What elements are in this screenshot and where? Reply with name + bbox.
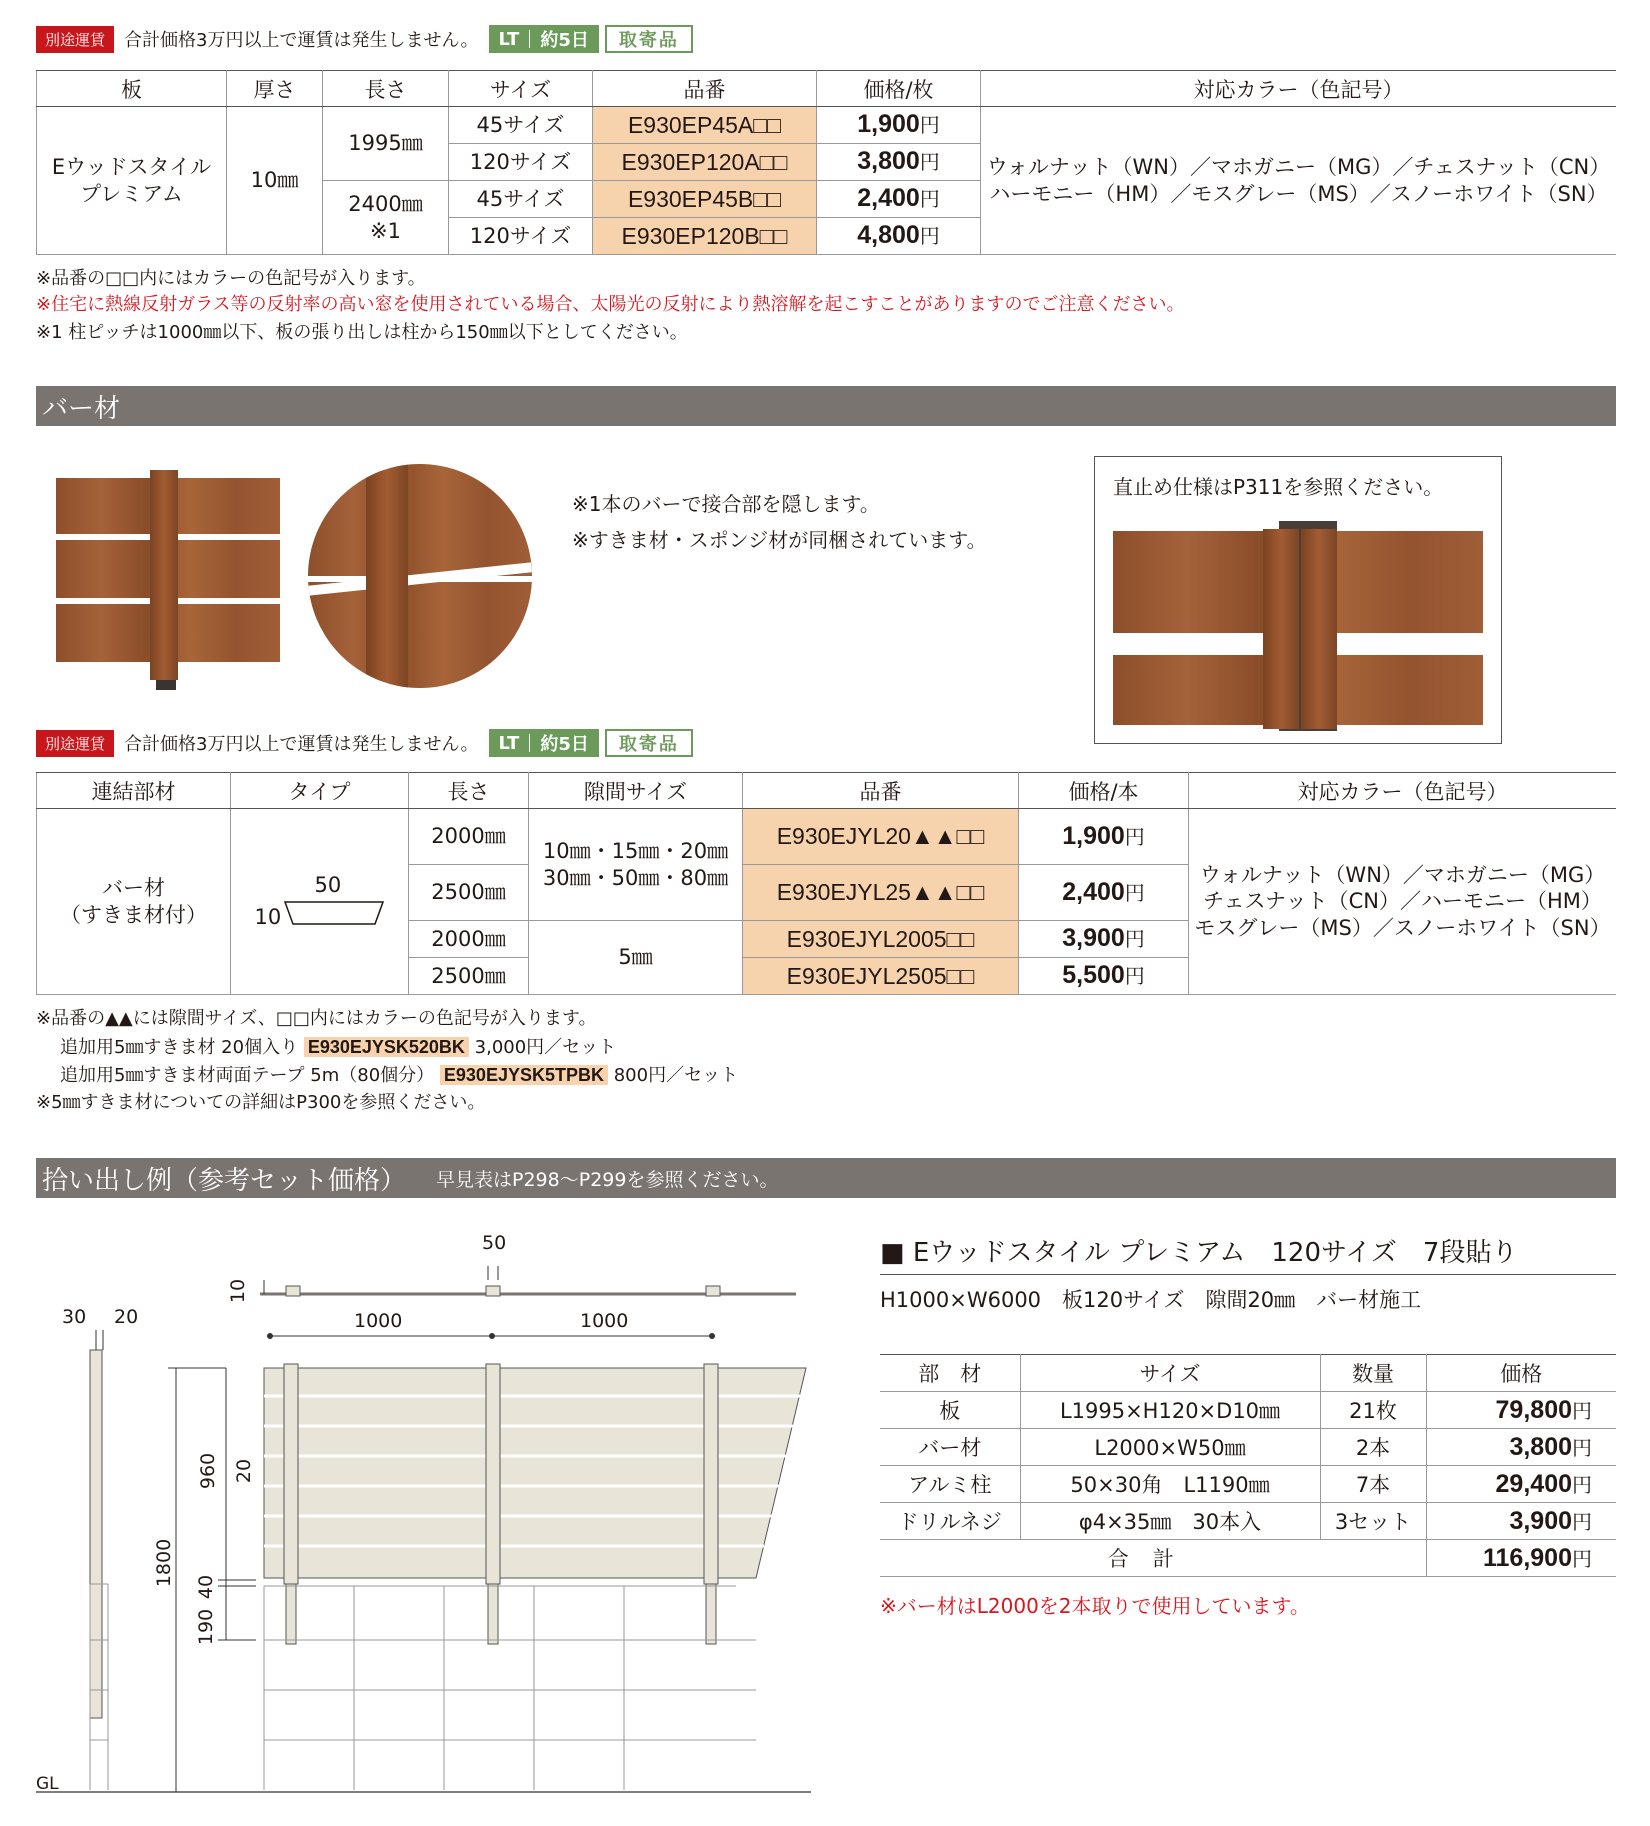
price-cell (817, 107, 981, 144)
cost-table (880, 1354, 1616, 1577)
part-number-cell: E930EJYL25▲▲□□ (743, 865, 1019, 921)
product-name-line: （すきま材付） (60, 902, 207, 927)
lead-time-badge (489, 729, 599, 757)
dim-20-gap: 20 (233, 1458, 256, 1484)
header-cell: 部 材 (880, 1355, 1020, 1392)
price-cell (817, 218, 981, 255)
product-name-cell (37, 809, 231, 995)
drawing-lines (36, 1230, 816, 1810)
colors-line: モスグレー（MS）／スノーホワイト（SN） (1194, 915, 1611, 940)
yen-unit: 円 (1572, 1401, 1592, 1423)
direct-mount-caption: 直止め仕様はP311を参照ください。 (1113, 475, 1444, 499)
fence-elevation-drawing (36, 1230, 816, 1810)
yen-unit: 円 (1124, 826, 1145, 849)
dim-50: 50 (482, 1232, 507, 1254)
header-cell: サイズ (449, 71, 593, 107)
note-additional-2 (60, 1062, 738, 1089)
price-value: 1,900 (1062, 821, 1125, 850)
price-value: 3,900 (1062, 924, 1125, 953)
total-row (880, 1540, 1616, 1577)
item-price (1426, 1503, 1616, 1540)
additional-label: 追加用5㎜すきま材両面テープ 5m（80個分） (60, 1065, 435, 1086)
direct-mount-box (1094, 456, 1502, 744)
total-label: 合計 (880, 1540, 1426, 1577)
header-cell: 品番 (743, 773, 1019, 809)
joint-detail-image (308, 464, 532, 688)
colors-line: ハーモニー（HM）／モスグレー（MS）／スノーホワイト（SN） (989, 181, 1608, 206)
item-qty: 2本 (1320, 1429, 1426, 1466)
example-divider (880, 1274, 1616, 1275)
shipping-tag-row (36, 728, 693, 758)
order-badge: 取寄品 (605, 25, 693, 53)
header-cell: サイズ (1020, 1355, 1320, 1392)
table-header-row (37, 71, 1617, 107)
note-warning: ※住宅に熱線反射ガラス等の反射率の高い窓を使用されている場合、太陽光の反射により熱溶解を起こすことがありますのでご注意ください。 (36, 294, 1185, 315)
dim-1800: 1800 (153, 1538, 176, 1588)
additional-price: 800円／セット (613, 1065, 739, 1086)
total-price (1426, 1540, 1616, 1577)
yen-unit: 円 (1124, 929, 1145, 952)
note-color-code: ※品番の□□内にはカラーの色記号が入ります。 (36, 268, 426, 289)
price-value: 2,400 (1062, 877, 1125, 906)
ground-level-label: GL (36, 1774, 59, 1794)
gap-cell (529, 809, 743, 921)
price-value: 3,800 (1509, 1433, 1572, 1461)
dim-190: 190 (195, 1608, 218, 1646)
item-name: アルミ柱 (880, 1466, 1020, 1503)
table-row (880, 1392, 1616, 1429)
header-cell: 長さ (323, 71, 449, 107)
dim-1000-right: 1000 (580, 1310, 629, 1332)
lt-days: 約5日 (540, 734, 589, 755)
item-name: バー材 (880, 1429, 1020, 1466)
dim-30: 30 (62, 1306, 87, 1328)
dim-10: 10 (227, 1278, 250, 1304)
gap-cell: 5㎜ (529, 921, 743, 995)
item-price (1426, 1429, 1616, 1466)
part-number-cell: E930EJYL20▲▲□□ (743, 809, 1019, 865)
dim-40: 40 (195, 1574, 218, 1600)
header-cell: 連結部材 (37, 773, 231, 809)
section-header-bar (36, 1158, 1616, 1198)
yen-unit: 円 (1572, 1438, 1592, 1460)
bar-notes (572, 486, 987, 558)
dim-label: 50 (314, 872, 342, 897)
shipping-note: 合計価格3万円以上で運賃は発生しません。 (124, 734, 479, 755)
length-cell (323, 181, 449, 255)
dim-960: 960 (197, 1452, 220, 1490)
size-cell: 120サイズ (449, 218, 593, 255)
product-name-cell (37, 107, 227, 255)
header-cell: 対応カラー（色記号） (1189, 773, 1617, 809)
item-qty: 21枚 (1320, 1392, 1426, 1429)
table-header-row (880, 1355, 1616, 1392)
price-value: 29,400 (1495, 1470, 1572, 1498)
colors-cell (1189, 809, 1617, 995)
yen-unit: 円 (919, 115, 940, 138)
bar-note: ※1本のバーで接合部を隠します。 (572, 492, 880, 516)
example-note: ※バー材はL2000を2本取りで使用しています。 (880, 1594, 1310, 1618)
yen-unit: 円 (1572, 1475, 1592, 1497)
shipping-badge: 別途運賃 (36, 730, 114, 757)
thickness-cell: 10㎜ (227, 107, 323, 255)
table-row (880, 1503, 1616, 1540)
yen-unit: 円 (919, 189, 940, 212)
yen-unit: 円 (919, 226, 940, 249)
price-value: 4,800 (857, 221, 920, 250)
colors-line: チェスナット（CN）／ハーモニー（HM） (1203, 889, 1602, 914)
section-title: 拾い出し例（参考セット価格） (42, 1165, 407, 1196)
header-cell: 品番 (593, 71, 817, 107)
direct-mount-bar (1301, 529, 1337, 729)
additional-price: 3,000円／セット (474, 1037, 617, 1058)
price-cell (817, 181, 981, 218)
dim-1000-left: 1000 (354, 1310, 403, 1332)
bar-profile-shape (283, 898, 387, 928)
header-cell: 数量 (1320, 1355, 1426, 1392)
example-subtitle: H1000×W6000 板120サイズ 隙間20㎜ バー材施工 (880, 1288, 1422, 1312)
note-pitch: ※1 柱ピッチは1000㎜以下、板の張り出しは柱から150㎜以下としてください。 (36, 322, 688, 343)
header-cell: 対応カラー（色記号） (981, 71, 1617, 107)
yen-unit: 円 (1124, 966, 1145, 989)
size-cell: 120サイズ (449, 144, 593, 181)
table-header-row (37, 773, 1617, 809)
yen-unit: 円 (919, 152, 940, 175)
direct-mount-bar (1263, 529, 1299, 729)
dim-label: 10 (254, 904, 282, 929)
product-name-line: バー材 (102, 876, 165, 901)
item-name: ドリルネジ (880, 1503, 1020, 1540)
bar-fence-image (56, 470, 280, 690)
table-row (37, 107, 1617, 144)
item-name: 板 (880, 1392, 1020, 1429)
additional-part-number: E930EJYSK520BK (304, 1037, 469, 1057)
note-additional-1 (60, 1034, 616, 1061)
yen-unit: 円 (1572, 1549, 1592, 1571)
shipping-note: 合計価格3万円以上で運賃は発生しません。 (124, 30, 479, 51)
item-size: L1995×H120×D10㎜ (1020, 1392, 1320, 1429)
header-cell: 厚さ (227, 71, 323, 107)
lead-time-badge (489, 25, 599, 53)
shipping-tag-row (36, 24, 693, 54)
colors-line: ウォルナット（WN）／マホガニー（MG） (1199, 863, 1606, 888)
table-row (880, 1429, 1616, 1466)
header-cell: 板 (37, 71, 227, 107)
price-cell (817, 144, 981, 181)
price-value: 2,400 (857, 184, 920, 213)
bar-spec-table (36, 772, 1616, 995)
yen-unit: 円 (1572, 1512, 1592, 1534)
item-qty: 3セット (1320, 1503, 1426, 1540)
price-value: 1,900 (857, 110, 920, 139)
type-cell (231, 809, 409, 995)
item-price (1426, 1392, 1616, 1429)
colors-line: ウォルナット（WN）／マホガニー（MG）／チェスナット（CN） (986, 155, 1611, 180)
length-cell: 2500㎜ (409, 958, 529, 995)
colors-cell (981, 107, 1617, 255)
lt-label: LT (498, 28, 520, 50)
header-cell: 長さ (409, 773, 529, 809)
length-cell: 2500㎜ (409, 865, 529, 921)
part-number-cell: E930EP45B□□ (593, 181, 817, 218)
yen-unit: 円 (1124, 882, 1145, 905)
price-value: 3,800 (857, 147, 920, 176)
header-cell: 価格/本 (1019, 773, 1189, 809)
example-title: ■ Eウッドスタイル プレミアム 120サイズ 7段貼り (880, 1238, 1518, 1268)
item-size: φ4×35㎜ 30本入 (1020, 1503, 1320, 1540)
lt-label: LT (498, 732, 520, 754)
bar-note: ※すきま材・スポンジ材が同梱されています。 (572, 528, 987, 552)
price-value: 3,900 (1509, 1507, 1572, 1535)
table-row (37, 809, 1617, 865)
note-spacer-detail: ※5㎜すきま材についての詳細はP300を参照ください。 (36, 1092, 486, 1113)
part-number-cell: E930EP120A□□ (593, 144, 817, 181)
dim-20: 20 (114, 1306, 139, 1328)
section-title: バー材 (42, 393, 121, 424)
length-cell: 2000㎜ (409, 809, 529, 865)
order-badge: 取寄品 (605, 729, 693, 757)
price-cell (1019, 921, 1189, 958)
lt-days: 約5日 (540, 30, 589, 51)
product-name-line: プレミアム (80, 181, 183, 206)
item-price (1426, 1466, 1616, 1503)
part-number-cell: E930EJYL2505□□ (743, 958, 1019, 995)
header-cell: 価格/枚 (817, 71, 981, 107)
length-cell: 2000㎜ (409, 921, 529, 958)
header-cell: タイプ (231, 773, 409, 809)
section-subtitle: 早見表はP298〜P299を参照ください。 (436, 1168, 779, 1191)
price-cell (1019, 865, 1189, 921)
size-cell: 45サイズ (449, 181, 593, 218)
price-cell (1019, 958, 1189, 995)
part-number-cell: E930EP120B□□ (593, 218, 817, 255)
item-size: 50×30角 L1190㎜ (1020, 1466, 1320, 1503)
bar-profile-diagram (255, 872, 385, 932)
header-cell: 隙間サイズ (529, 773, 743, 809)
shipping-badge: 別途運賃 (36, 26, 114, 53)
header-cell: 価格 (1426, 1355, 1616, 1392)
size-cell: 45サイズ (449, 107, 593, 144)
note-gap-code: ※品番の▲▲には隙間サイズ、□□内にはカラーの色記号が入ります。 (36, 1008, 597, 1029)
price-value: 79,800 (1495, 1396, 1572, 1424)
board-spec-table (36, 70, 1616, 255)
length-cell: 1995㎜ (323, 107, 449, 181)
price-value: 5,500 (1062, 961, 1125, 990)
section-header-bar (36, 386, 1616, 426)
gap-line: 30㎜・50㎜・80㎜ (542, 865, 729, 890)
product-name-line: Eウッドスタイル (51, 155, 212, 180)
length-value: 2400㎜ (348, 192, 423, 217)
price-value: 116,900 (1483, 1544, 1572, 1572)
price-cell (1019, 809, 1189, 865)
part-number-cell: E930EJYL2005□□ (743, 921, 1019, 958)
item-size: L2000×W50㎜ (1020, 1429, 1320, 1466)
additional-label: 追加用5㎜すきま材 20個入り (60, 1037, 299, 1058)
length-note: ※1 (370, 218, 401, 243)
table-row (880, 1466, 1616, 1503)
additional-part-number: E930EJYSK5TPBK (440, 1065, 608, 1085)
part-number-cell: E930EP45A□□ (593, 107, 817, 144)
gap-line: 10㎜・15㎜・20㎜ (542, 839, 729, 864)
item-qty: 7本 (1320, 1466, 1426, 1503)
